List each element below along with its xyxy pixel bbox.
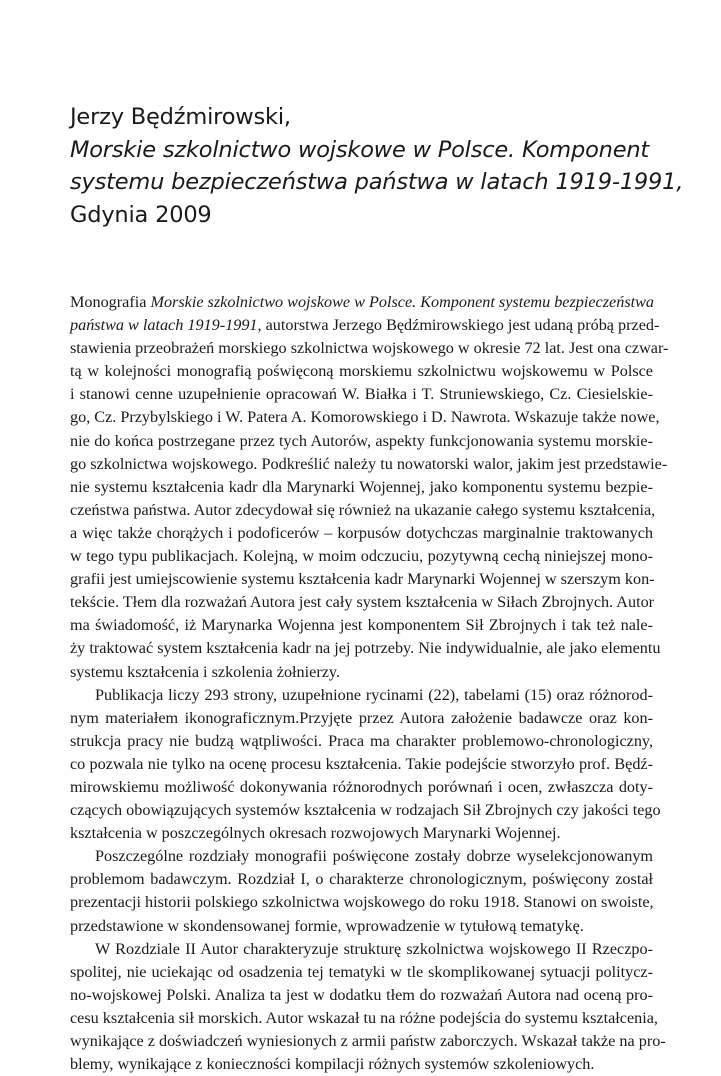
text-line: cesu kształcenia sił morskich. Autor wskazał tu na różne podejścia do systemu kształcenia, [70,1008,658,1027]
text-line: grafii jest umiejscowienie systemu kształcenia kadr Marynarki Wojennej w szerszym kon- [70,570,655,589]
text-line: ży traktować system kształcenia kadr na jej potrzeby. Nie indywidualnie, ale jako elementu [70,639,661,658]
author-name: Jerzy Będźmirowski, [70,104,291,130]
text-line [70,291,653,314]
text-line: systemu kształcenia i szkolenia żołnierzy. [70,662,340,681]
text-line: blemy, wynikające z konieczności kompilacji różnych systemów szkoleniowych. [70,1055,595,1074]
text-line: spolitej, nie uciekając od osadzenia tej tematyki w tle skomplikowanej sytuacji politycz- [70,962,653,981]
text-line: i stanowi cenne uzupełnienie opracowań W. Białka i T. Struniewskiego, Cz. Ciesielskie- [70,385,653,404]
text-line: czących obowiązujących systemów kształcenia w rodzajach Sił Zbrojnych czy jakości tego [70,801,661,820]
review-body [70,291,669,1076]
text-line: no-wojskowej Polski. Analiza ta jest w dodatku tłem do rozważań Autora nad oceną pro- [70,985,653,1004]
text-line: problemom badawczym. Rozdział I, o charakterze chronologicznym, poświęcony został [70,870,653,889]
book-title-inline: państwa w latach 1919-1991 [70,316,258,335]
text-line: tekście. Tłem dla rozważań Autora jest cały system kształcenia w Siłach Zbrojnych. Autor [70,593,655,612]
text-line: mirowskiemu możliwość dokonywania różnorodnych porównań i ocen, zwłaszcza doty- [70,777,653,796]
text-fragment: , autorstwa Jerzego Będźmirowskiego jest udaną próbą przed- [257,316,660,335]
review-heading [70,101,684,231]
paragraph-4 [70,938,666,1076]
text-line: co pozwala nie tylko na ocenę procesu kształcenia. Takie podejście stworzyło prof. Będź- [70,754,653,773]
text-line: Publikacja liczy 293 strony, uzupełnione rycinami (22), tabelami (15) oraz różnorod- [95,685,653,704]
text-line: nie do końca postrzegane przez tych Autorów, aspekty funkcjonowania systemu morskie- [70,431,653,450]
text-line: go, Cz. Przybylskiego i W. Patera A. Komorowskiego i D. Nawrota. Wskazuje także nowe, [70,408,660,427]
text-line: W Rozdziale II Autor charakteryzuje strukturę szkolnictwa wojskowego II Rzeczpo- [95,939,653,958]
text-line: nie systemu kształcenia kadr dla Marynarki Wojennej, jako komponentu systemu bezpie- [70,477,653,496]
text-line: prezentacji historii polskiego szkolnictwa wojskowego do roku 1918. Stanowi on swoiste, [70,893,654,912]
paragraph-3 [70,845,653,937]
text-line: ma świadomość, iż Marynarka Wojenna jest komponentem Sił Zbrojnych i tak też nale- [70,616,653,635]
publication-place-year: Gdynia 2009 [70,201,212,228]
text-line: a więc także chorążych i podoficerów – korpusów dotychczas marginalnie traktowanych [70,523,653,542]
book-title-line-1: Morskie szkolnictwo wojskowe w Polsce. Komponent [70,136,650,163]
book-title-inline: Morskie szkolnictwo wojskowe w Polsce. Komponent systemu bezpieczeństwa [150,293,655,311]
paragraph-1 [70,291,669,684]
text-fragment: Monografia [70,293,151,311]
text-line: nym materiałem ikonograficznym.Przyjęte przez Autora założenie badawcze oraz kon- [70,708,653,727]
text-line: stawienia przeobrażeń morskiego szkolnictwa wojskowego w okresie 72 lat. Jest ona czwar- [70,339,669,358]
text-line: przedstawione w skondensowanej formie, wprowadzenie w tytułową tematykę. [70,916,584,935]
text-line: tą w kolejności monografią poświęconą morskiemu szkolnictwu wojskowemu w Polsce [70,362,653,381]
text-line: strukcja pracy nie budzą wątpliwości. Praca ma charakter problemowo-chronologiczny, [70,731,653,750]
text-line: czeństwa państwa. Autor zdecydował się również na ukazanie całego systemu kształcenia, [70,500,656,519]
text-line: go szkolnictwa wojskowego. Podkreślić należy tu nowatorski walor, jakim jest przedstawie- [70,454,668,473]
text-line: w tego typu publikacjach. Kolejną, w moim odczuciu, pozytywną cechą niniejszej mono- [70,547,653,566]
text-line: wynikające z doświadczeń wyniesionych z armii państw zaborczych. Wskazał także na pro- [70,1032,666,1050]
text-line: kształcenia w poszczególnych okresach rozwojowych Marynarki Wojennej. [70,824,561,843]
paragraph-2 [70,684,661,846]
text-line [70,314,660,337]
book-title-line-2: systemu bezpieczeństwa państwa w latach 1919-1991, [70,169,684,195]
text-line: Poszczególne rozdziały monografii poświęcone zostały dobrze wyselekcjonowanym [95,847,653,866]
